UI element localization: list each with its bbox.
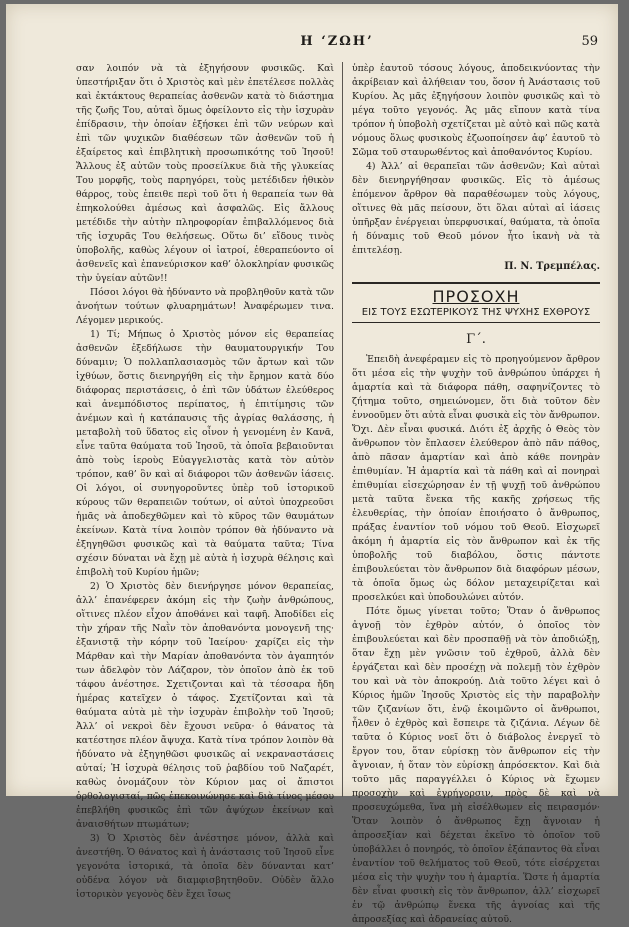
left-paragraph-5: 3) Ὁ Χριστὸς δὲν ἀνέστησε μόνον, ἀλλὰ καὶ ἀνεστήθη. Ὁ θάνατος καὶ ἡ ἀνάστασις τοῦ Ἰησοῦ εἶνε γεγονότα ἱστορικά, τὰ ὁποῖα δὲν δύνανται κατ’ οὐδένα λόγον νὰ διαμφισβητηθοῦν. Οὐδὲν ἄλλο ἱστορικὸν γεγονὸς δὲν ἔχει ἴσως — [76, 833, 334, 900]
section-number: Γ΄. — [466, 332, 486, 347]
column-divider — [342, 62, 343, 797]
right-paragraph-1: ὑπὲρ ἑαυτοῦ τόσους λόγους, ἀποδεικνύοντας τὴν ἀκρίβειαν καὶ ἀλήθειαν του, ὅσον ἡ Ἀνάστασις τοῦ Κυρίου. Ἀς μᾶς ἐξηγήσουν λοιπὸν φυσικῶς καὶ τὸ μέγα τοῦτο γεγονός. Ἀς μᾶς εἴπουν κατὰ τίνα τρόπον ἡ ὑποβολὴ σχετίζεται μὲ αὐτὸ καὶ πῶς κατὰ νόμους ὅλως φυσικοὺς ἐζωοποίησεν ἀφ’ ἑαυτοῦ τὸ Σῶμα τοῦ σταυρωθέντος καὶ ἀποθανόντος Κυρίου. — [352, 63, 600, 158]
running-title: Η ‘ΖΩΗ’ — [300, 34, 374, 49]
left-column — [76, 62, 334, 902]
section-paragraph-2: Πότε ὅμως γίνεται τοῦτο; Ὅταν ὁ ἄνθρωπος ἀγνοῇ τὸν ἐχθρὸν αὐτόν, ὁ ὁποῖος τὸν ἐπιβουλεύεται καὶ δὲν προσπαθῇ νὰ τὸν ἀποδιώξῃ, ὅταν ἔχῃ μὲν γνῶσιν τοῦ ἐχθροῦ, ἀλλὰ δὲν ἐργάζεται καὶ δὲν προσέχῃ νὰ πολεμῇ τὸν ἐχθρὸν του καὶ νὰ τὸν ἀποκρούῃ. Διὰ τοῦτο λέγει καὶ ὁ Κύριος ἡμῶν Ἰησοῦς Χριστὸς εἰς τὴν παραβολὴν τῶν ζιζανίων ὅτι, ἐνῷ ἐκοιμῶντο οἱ ἄνθρωποι, ἦλθεν ὁ ἐχθρὸς καὶ ἔσπειρε τὰ ζιζάνια. Λέγων δὲ ταῦτα ὁ Κύριος νοεῖ ὅτι ὁ διάβολος ἐνεργεῖ τὸ ἔργον του, ὅταν εὑρίσκῃ τὸν ἄνθρωπον εἰς τὴν ἄγνοιαν, ἡ ὅταν τὸν εὑρίσκῃ ἀπρόσεκτον. Καὶ διὰ τοῦτο μᾶς παραγγέλλει ὁ Κύριος νὰ ἔχωμεν προσοχὴν καὶ ἐγρήγορσιν, πρὸς δὲ καὶ νὰ προσευχώμεθα, ἵνα μὴ εἰσέλθωμεν εἰς πειρασμόν· Ὅταν λοιπὸν ὁ ἄνθρωπος ἔχῃ ἄγνοιαν ἡ ἀπροσεξίαν καὶ δέχεται ἐκεῖνο τὸ ὁποῖον τοῦ ὑποβάλλει ὁ πονηρός, τὸ ὁποῖον ἐξάπαντος θὰ εἶναι ἐναντίον τοῦ θελήματος τοῦ Θεοῦ, τότε εἰσέρχεται μέσα εἰς τὴν ψυχὴν του ἡ ἁμαρτία. Ὥστε ἡ ἁμαρτία δὲν εἶναι φυσικὴ εἰς τὸν ἄνθρωπον, ἀλλ’ εἰσχωρεῖ ἐν τῷ ἀνθρώπῳ ἕνεκα τῆς ἀγνοίας καὶ τῆς ἀπροσεξίας καὶ ἀδρανείας αὐτοῦ. — [352, 606, 600, 925]
section-rule — [352, 282, 600, 284]
left-paragraph-2: Πόσοι λόγοι θὰ ἠδύναντο νὰ προβληθοῦν κατὰ τῶν ἀνοήτων τούτων φλυαρημάτων! Ἀναφέρωμεν τινα. Λέγομεν μερικούς. — [76, 287, 334, 326]
newspaper-page — [6, 4, 618, 925]
section-title: ΠΡΟΣΟΧΗ — [432, 287, 520, 306]
author-signature: Π. Ν. Τρεμπέλας. — [504, 261, 600, 272]
right-column — [352, 62, 600, 927]
page-number: 59 — [581, 34, 598, 49]
section-subtitle: ΕΙΣ ΤΟΥΣ ΕΣΩΤΕΡΙΚΟΥΣ ΤΗΣ ΨΥΧΗΣ ΕΧΘΡΟΥΣ — [361, 307, 591, 318]
page-header — [76, 34, 598, 56]
left-paragraph-1: σαν λοιπόν νὰ τὰ ἐξηγήσουν φυσικῶς. Καὶ ὑπεστήριξαν ὅτι ὁ Χριστὸς καὶ μὲν ἐπετέλεσε πολλὰς καὶ ἐκτάκτους θεραπείας ἀσθενῶν κατὰ τὸ διάστημα τῆς ζωῆς Του, αὐταὶ ὅμως ὀφείλοντο εἰς τὴν ἰσχυρὰν ἐπίδρασιν, τὴν ὁποίαν ἐξήσκει ἐπὶ τῶν νεύρων καὶ ἐπὶ τῶν ψυχικῶν διαθέσεων τῶν ἀσθενῶν τοῦ ἡ ἐξαίρετος καὶ ἐπιβλητικὴ προσωπικότης τοῦ Ἰησοῦ! Ἄλλους ἐξ αὐτῶν τοὺς προσείλκυε διὰ τῆς γλυκείας Του μορφῆς, τοὺς παρηγόρει, τοὺς μετέδιδεν ἠθικὸν θάρρος, τοὺς ἐπειθε περὶ τοῦ ὅτι ἡ θεραπεία των θὰ ἐπηκολούθει ἀμέσως καὶ ἀσφαλῶς. Εἰς ἄλλους μετέδιδε τὴν αὐτὴν πληροφορίαν ἐπιβαλλόμενος διὰ τῆς ἰσχυρᾶς Του θελήσεως. Οὕτω δι’ εἴδους τινὸς ὑποβολῆς, καθὼς λέγουν οἱ ἰατροί, ἐθεραπεύοντο οἱ ἀσθενεῖς καὶ ἐπανεύρισκον καθ’ ὁλοκληρίαν φυσικῶς τὴν ὑγείαν αὐτῶν!! — [76, 63, 334, 284]
section-paragraph-1: Ἐπειδὴ ἀνεφέραμεν εἰς τὸ προηγούμενον ἄρθρον ὅτι μέσα εἰς τὴν ψυχὴν τοῦ ἀνθρώπου ὑπάρχει ἡ ἁμαρτία καὶ τὰ διάφορα πάθη, σαφηνίζοντες τὸ ζήτημα τοῦτο, σημειώνομεν, ὅτι διὰ τοῦτον δὲν ἐννοοῦμεν ὅτι αὐτὰ εἶναι φυσικὰ εἰς τὸν ἄνθρωπον. Ὄχι. Δὲν εἶναι φυσικά. Διότι ἐξ ἀρχῆς ὁ Θεὸς τὸν ἄνθρωπον τὸν ἔπλασεν ἐλεύθερον ἀπὸ πᾶν πάθος, ἀπὸ πᾶσαν ἁμαρτίαν καὶ ἀπὸ κάθε πονηρὰν ἐπιθυμίαν. Ἡ ἁμαρτία καὶ τὰ πάθη καὶ αἱ πονηραὶ ἐπιθυμίαι εἰσεχώρησαν ἐν τῇ ψυχῇ τοῦ ἀνθρώπου μετὰ ταῦτα ἕνεκα τῆς κακῆς χρήσεως τῆς ἐλευθερίας, τὴν ὁποίαν ἐποιήσατο ὁ ἄνθρωπος, πράξας ἐναντίον τοῦ νόμου τοῦ Θεοῦ. Εἰσχωρεῖ ἀκόμη ἡ ἁμαρτία εἰς τὸν ἄνθρωπον καὶ ἐκ τῆς ὑποβολῆς τοῦ διαβόλου, ὅστις πάντοτε ἐπιβουλεύεται τὸν ἄνθρωπον διὰ διαφόρων μέσων, τὰ ὁποῖα ὅμως ὡς δόλον μεταχειρίζεται καὶ προσελκύει καὶ ὑποδουλώνει αὐτόν. — [352, 354, 600, 603]
left-paragraph-4: 2) Ὁ Χριστὸς δὲν διενήργησε μόνον θεραπείας, ἀλλ’ ἐπανέφερεν ἀκόμη εἰς τὴν ζωὴν ἀνθρώπους, οἵτινες πλέον εἶχον ἀποθάνει καὶ ταφῆ. Ἀποδίδει εἰς τὴν χήραν τῆς Ναῒν τὸν ἀποθανόντα μονογενῆ της· ἐξανιστᾷ τὴν κόρην τοῦ Ἰαείρου· χαρίζει εἰς τὴν Μάρθαν καὶ τὴν Μαρίαν ἀποθανόντα τὸν ἀγαπητόν των ἀδελφὸν τὸν Λάζαρον, τὸν ὁποῖον ἀπὸ ἐκ τοῦ τάφου ἀνέστησε. Σχετιζονται καὶ τὰ τέσσαρα ἤδη ἡμέρας κατεῖχεν ὁ τάφος. Σχετίζονται καὶ τὰ θαύματα αὐτὰ μὲ τὴν ἰσχυρὰν ἐπιβολὴν τοῦ Ἰησοῦ; Ἀλλ’ οἱ νεκροὶ δὲν ἔχουσι νεῦρα· ὁ θάνατος τὰ κατέστησε πλέον ἄψυχα. Κατὰ τίνα τρόπον λοιπὸν θὰ ἠδύνατο νὰ ἐξηγηθῶσι φυσικῶς αἱ νεκραναστάσεις αὐταί; Ἡ ἰσχυρὰ θέλησις τοῦ ῥαβδίου τοῦ Ναζαρέτ, καθὼς ὀνομάζουν τὸν Κύριον μας οἱ ἄπιστοι ὀρθολογισταί, πῶς ἐπεκοινώνησε καὶ διὰ τίνος μέσου ἐπεβλήθη φυσικῶς ἐπὶ τῶν ἀψύχων ἐκείνων καὶ ἀναισθήτων πτωμάτων; — [76, 581, 334, 830]
section-subrule — [352, 322, 600, 323]
left-paragraph-3: 1) Τί; Μήπως ὁ Χριστὸς μόνον εἰς θεραπείας ἀσθενῶν ἐξεδήλωσε τὴν θαυματουργικήν Του δύναμιν; Ὁ πολλαπλασιασμὸς τῶν ἄρτων καὶ τῶν ἰχθύων, ὅστις διενηργήθη εἰς τὴν ἔρημον κατὰ δύο διάφορας περιστάσεις, ὁ ἐπὶ τῶν ὑδάτων ἐλεύθερος καὶ ἀνεμπόδιστος περίπατος, ἡ ἐπιτίμησις τῶν ἀνέμων καὶ ἡ κατάπαυσις τῆς ἀγρίας θαλάσσης, ἡ μεταβολὴ τοῦ ὕδατος εἰς οἶνον ἡ γενομένη ἐν Κανᾶ, εἶνε ταῦτα θαύματα τοῦ Ἰησοῦ, τὰ ὁποῖα βεβαιοῦνται ἀπὸ τοὺς ἱεροὺς Εὐαγγελιστὰς κατὰ τὸν αὐτὸν τρόπον, καθ’ ὃν καὶ αἱ διάφοροι τῶν ἀσθενῶν ἰάσεις. Οἱ λόγοι, οἱ συνηγοροῦντες ὑπὲρ τοῦ ἱστορικοῦ κύρους τῶν θεραπειῶν τούτων, οἱ αὐτοὶ ὑποχρεοῦσι ἡμᾶς νὰ ἀποδεχθῶμεν καὶ τὸ κῦρος τῶν θαυμάτων ἐκείνων. Κατὰ τίνα λοιπὸν τρόπον θὰ ἠδύναντο νὰ ἐξηγηθῶσι φυσικῶς καὶ τὰ θαύματα ταῦτα; Τίνα σχέσιν δύναται νὰ ἔχῃ μὲ αὐτὰ ἡ ἰσχυρὰ θέλησις καὶ ἐπιβολὴ τοῦ Κυρίου ἡμῶν; — [76, 329, 334, 578]
right-paragraph-2: 4) Ἀλλ’ αἱ θεραπεῖαι τῶν ἀσθενῶν; Καὶ αὐταὶ δὲν διενηργήθησαν φυσικῶς. Εἰς τὸ ἀμέσως ἑπόμενον ἄρθρον θὰ παραθέσωμεν τοὺς λόγους, οἵτινες θὰ μᾶς πείσουν, ὅτι ὅλαι αὐταὶ αἱ ἰάσεις ὑπῆρξαν ἐνέργειαι ὑπερφυσικαί, θαύματα, τὰ ὁποῖα ἡ δύναμις τοῦ Θεοῦ μόνον ἦτο ἱκανὴ νὰ τὰ ἐπιτελέσῃ. — [352, 161, 600, 256]
